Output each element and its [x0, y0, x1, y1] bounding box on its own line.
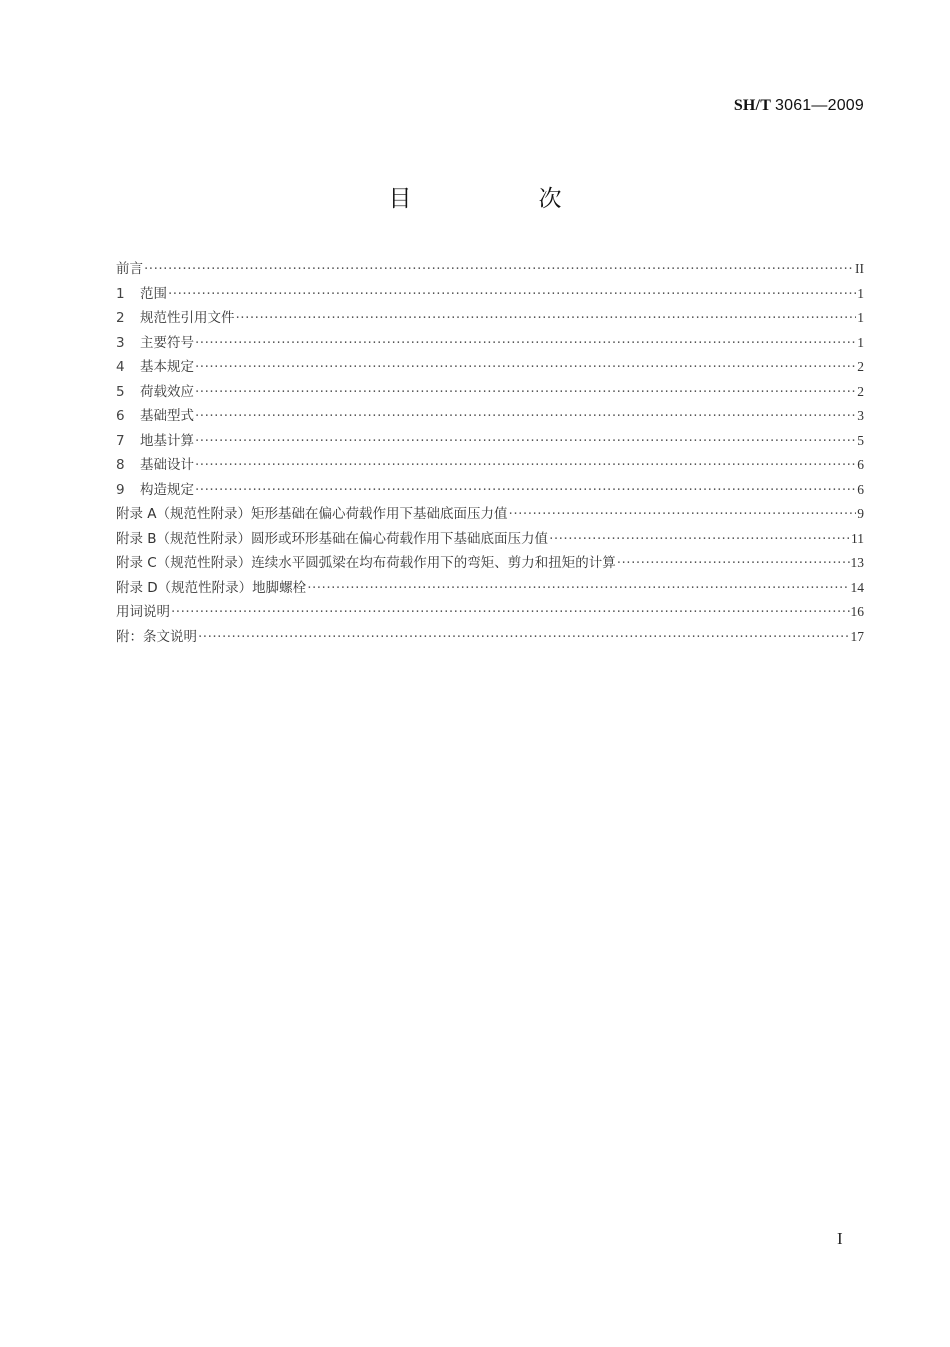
toc-entry-label: 前言 [116, 261, 143, 277]
toc-entry-page: 1 [857, 285, 864, 301]
toc-entry-appendix-a[interactable] [116, 502, 864, 527]
toc-entry-number: 9 [116, 481, 125, 498]
toc-entry-clause-explanation[interactable] [116, 625, 864, 650]
toc-entry-appendix-d[interactable] [116, 576, 864, 601]
toc-title: 目 次 [388, 186, 614, 212]
toc-entry-page: 11 [851, 530, 864, 546]
toc-entry-page: 5 [857, 432, 864, 448]
toc-entry-scope[interactable] [116, 282, 864, 307]
dot-leader [195, 384, 856, 400]
dot-leader [617, 555, 850, 571]
table-of-contents [116, 257, 864, 649]
toc-entry-page: 9 [857, 506, 864, 521]
standard-number: 3061—2009 [775, 97, 864, 114]
toc-entry-label: 基础型式 [140, 408, 194, 424]
toc-entry-foundation-types[interactable] [116, 404, 864, 429]
dot-leader [144, 261, 854, 277]
dot-leader [236, 310, 857, 326]
toc-entry-number: 1 [116, 285, 125, 302]
toc-entry-label: 范围 [140, 285, 167, 302]
toc-entry-page: 2 [857, 359, 864, 374]
toc-entry-page: 2 [857, 383, 864, 399]
dot-leader [195, 457, 856, 473]
toc-entry-label: 附录 C（规范性附录）连续水平圆弧梁在均布荷载作用下的弯矩、剪力和扭矩的计算 [116, 555, 616, 571]
dot-leader [195, 482, 856, 498]
toc-entry-label: 附录 D（规范性附录）地脚螺栓 [116, 579, 307, 596]
toc-entry-label: 基本规定 [140, 359, 194, 375]
toc-entry-number: 8 [116, 457, 125, 473]
toc-entry-page: 16 [850, 604, 864, 619]
toc-entry-page: II [855, 261, 864, 276]
toc-entry-foundation-design[interactable] [116, 453, 864, 478]
toc-entry-symbols[interactable] [116, 331, 864, 356]
toc-entry-number: 3 [116, 334, 125, 351]
toc-entry-wording-explanation[interactable] [116, 600, 864, 625]
toc-entry-page: 17 [850, 628, 864, 644]
toc-entry-label: 附录 B（规范性附录）圆形或环形基础在偏心荷载作用下基础底面压力值 [116, 530, 549, 547]
dot-leader [195, 359, 856, 375]
dot-leader [171, 604, 850, 620]
standard-prefix: SH/T [733, 97, 771, 114]
toc-entry-number: 6 [116, 408, 125, 424]
toc-entry-label: 附录 A（规范性附录）矩形基础在偏心荷载作用下基础底面压力值 [116, 506, 508, 522]
standard-code [734, 97, 864, 115]
toc-entry-foreword[interactable] [116, 257, 864, 282]
toc-entry-label: 基础设计 [140, 457, 194, 473]
toc-entry-page: 6 [857, 481, 864, 497]
toc-entry-label: 规范性引用文件 [140, 310, 235, 326]
toc-entry-subsoil-calculation[interactable] [116, 429, 864, 454]
toc-entry-appendix-b[interactable] [116, 527, 864, 552]
dot-leader [307, 580, 849, 596]
toc-entry-number: 4 [116, 359, 125, 375]
toc-entry-basic-requirements[interactable] [116, 355, 864, 380]
dot-leader [198, 629, 850, 645]
dot-leader [195, 408, 856, 424]
toc-entry-page: 1 [857, 310, 864, 325]
toc-entry-normative-references[interactable] [116, 306, 864, 331]
toc-entry-page: 14 [850, 579, 864, 595]
toc-entry-page: 1 [857, 334, 864, 350]
toc-entry-number: 2 [116, 310, 125, 326]
toc-entry-label: 附：条文说明 [116, 628, 197, 645]
toc-entry-number: 7 [116, 432, 125, 449]
toc-entry-label: 用词说明 [116, 604, 170, 620]
toc-entry-page: 3 [857, 408, 864, 423]
dot-leader [195, 335, 856, 351]
toc-entry-label: 构造规定 [140, 481, 194, 498]
toc-entry-label: 主要符号 [140, 334, 194, 351]
dot-leader [195, 433, 856, 449]
toc-entry-number: 5 [116, 383, 125, 400]
toc-entry-appendix-c[interactable] [116, 551, 864, 576]
toc-entry-label: 地基计算 [140, 432, 194, 449]
toc-entry-page: 13 [850, 555, 864, 570]
toc-entry-load-effects[interactable] [116, 380, 864, 405]
dot-leader [509, 506, 857, 522]
toc-entry-label: 荷载效应 [140, 383, 194, 400]
page-number: I [837, 1229, 843, 1248]
toc-entry-detailing[interactable] [116, 478, 864, 503]
dot-leader [168, 286, 856, 302]
dot-leader [549, 531, 850, 547]
toc-entry-page: 6 [857, 457, 864, 472]
